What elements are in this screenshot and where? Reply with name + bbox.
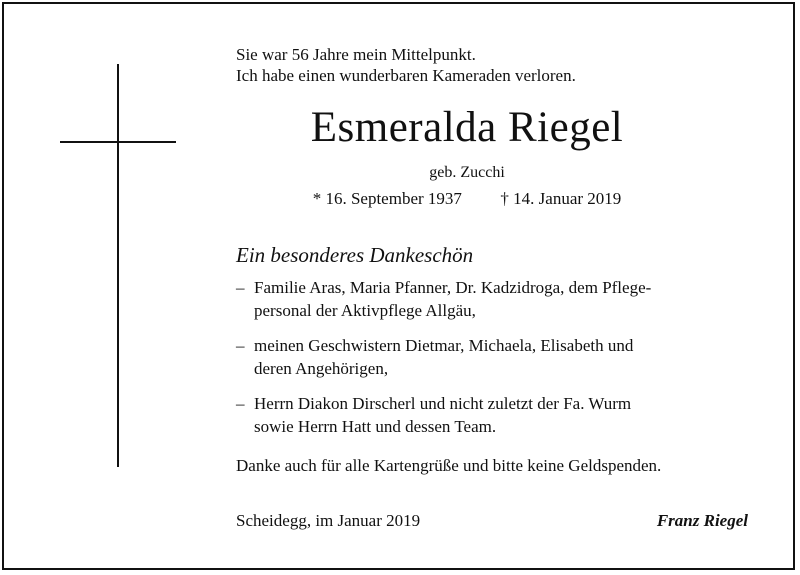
list-item-line-2: sowie Herrn Hatt und dessen Team. — [254, 417, 497, 436]
place-and-date: Scheidegg, im Januar 2019 — [236, 511, 421, 530]
signature: Franz Riegel — [656, 511, 748, 530]
maiden-name: geb. Zucchi — [429, 164, 505, 181]
closing-text: Danke auch für alle Kartengrüße und bitte keine Geldspenden. — [236, 456, 662, 475]
death-date: 14. Januar 2019 — [513, 189, 622, 208]
list-item — [236, 276, 756, 322]
birth-star-icon: * — [312, 189, 322, 208]
dash-bullet: – — [236, 278, 245, 297]
quote-line-2: Ich habe einen wunderbaren Kameraden verloren. — [236, 66, 576, 85]
life-dates — [236, 189, 698, 209]
deceased-name: Esmeralda Riegel — [310, 104, 624, 151]
death-dagger-icon: † — [500, 189, 509, 208]
cross-icon-vertical-bar — [117, 64, 119, 467]
list-item-line-2: deren Angehörigen, — [254, 359, 389, 378]
quote-line-1: Sie war 56 Jahre mein Mittelpunkt. — [236, 45, 476, 64]
dash-bullet: – — [236, 394, 245, 413]
dash-bullet: – — [236, 336, 245, 355]
birth-date: 16. September 1937 — [325, 189, 462, 208]
list-item-line-1: meinen Geschwistern Dietmar, Michaela, Elisabeth und — [254, 336, 634, 355]
list-item-line-2: personal der Aktivpflege Allgäu, — [254, 301, 476, 320]
cross-icon-horizontal-bar — [60, 141, 176, 143]
list-item — [236, 334, 756, 380]
thanks-list — [236, 276, 756, 450]
opening-quote — [236, 44, 756, 86]
list-item — [236, 392, 756, 438]
list-item-line-1: Herrn Diakon Dirscherl und nicht zuletzt der Fa. Wurm — [254, 394, 632, 413]
thanks-heading: Ein besonderes Dankeschön — [236, 243, 474, 267]
list-item-line-1: Familie Aras, Maria Pfanner, Dr. Kadzidroga, dem Pflege- — [254, 278, 652, 297]
